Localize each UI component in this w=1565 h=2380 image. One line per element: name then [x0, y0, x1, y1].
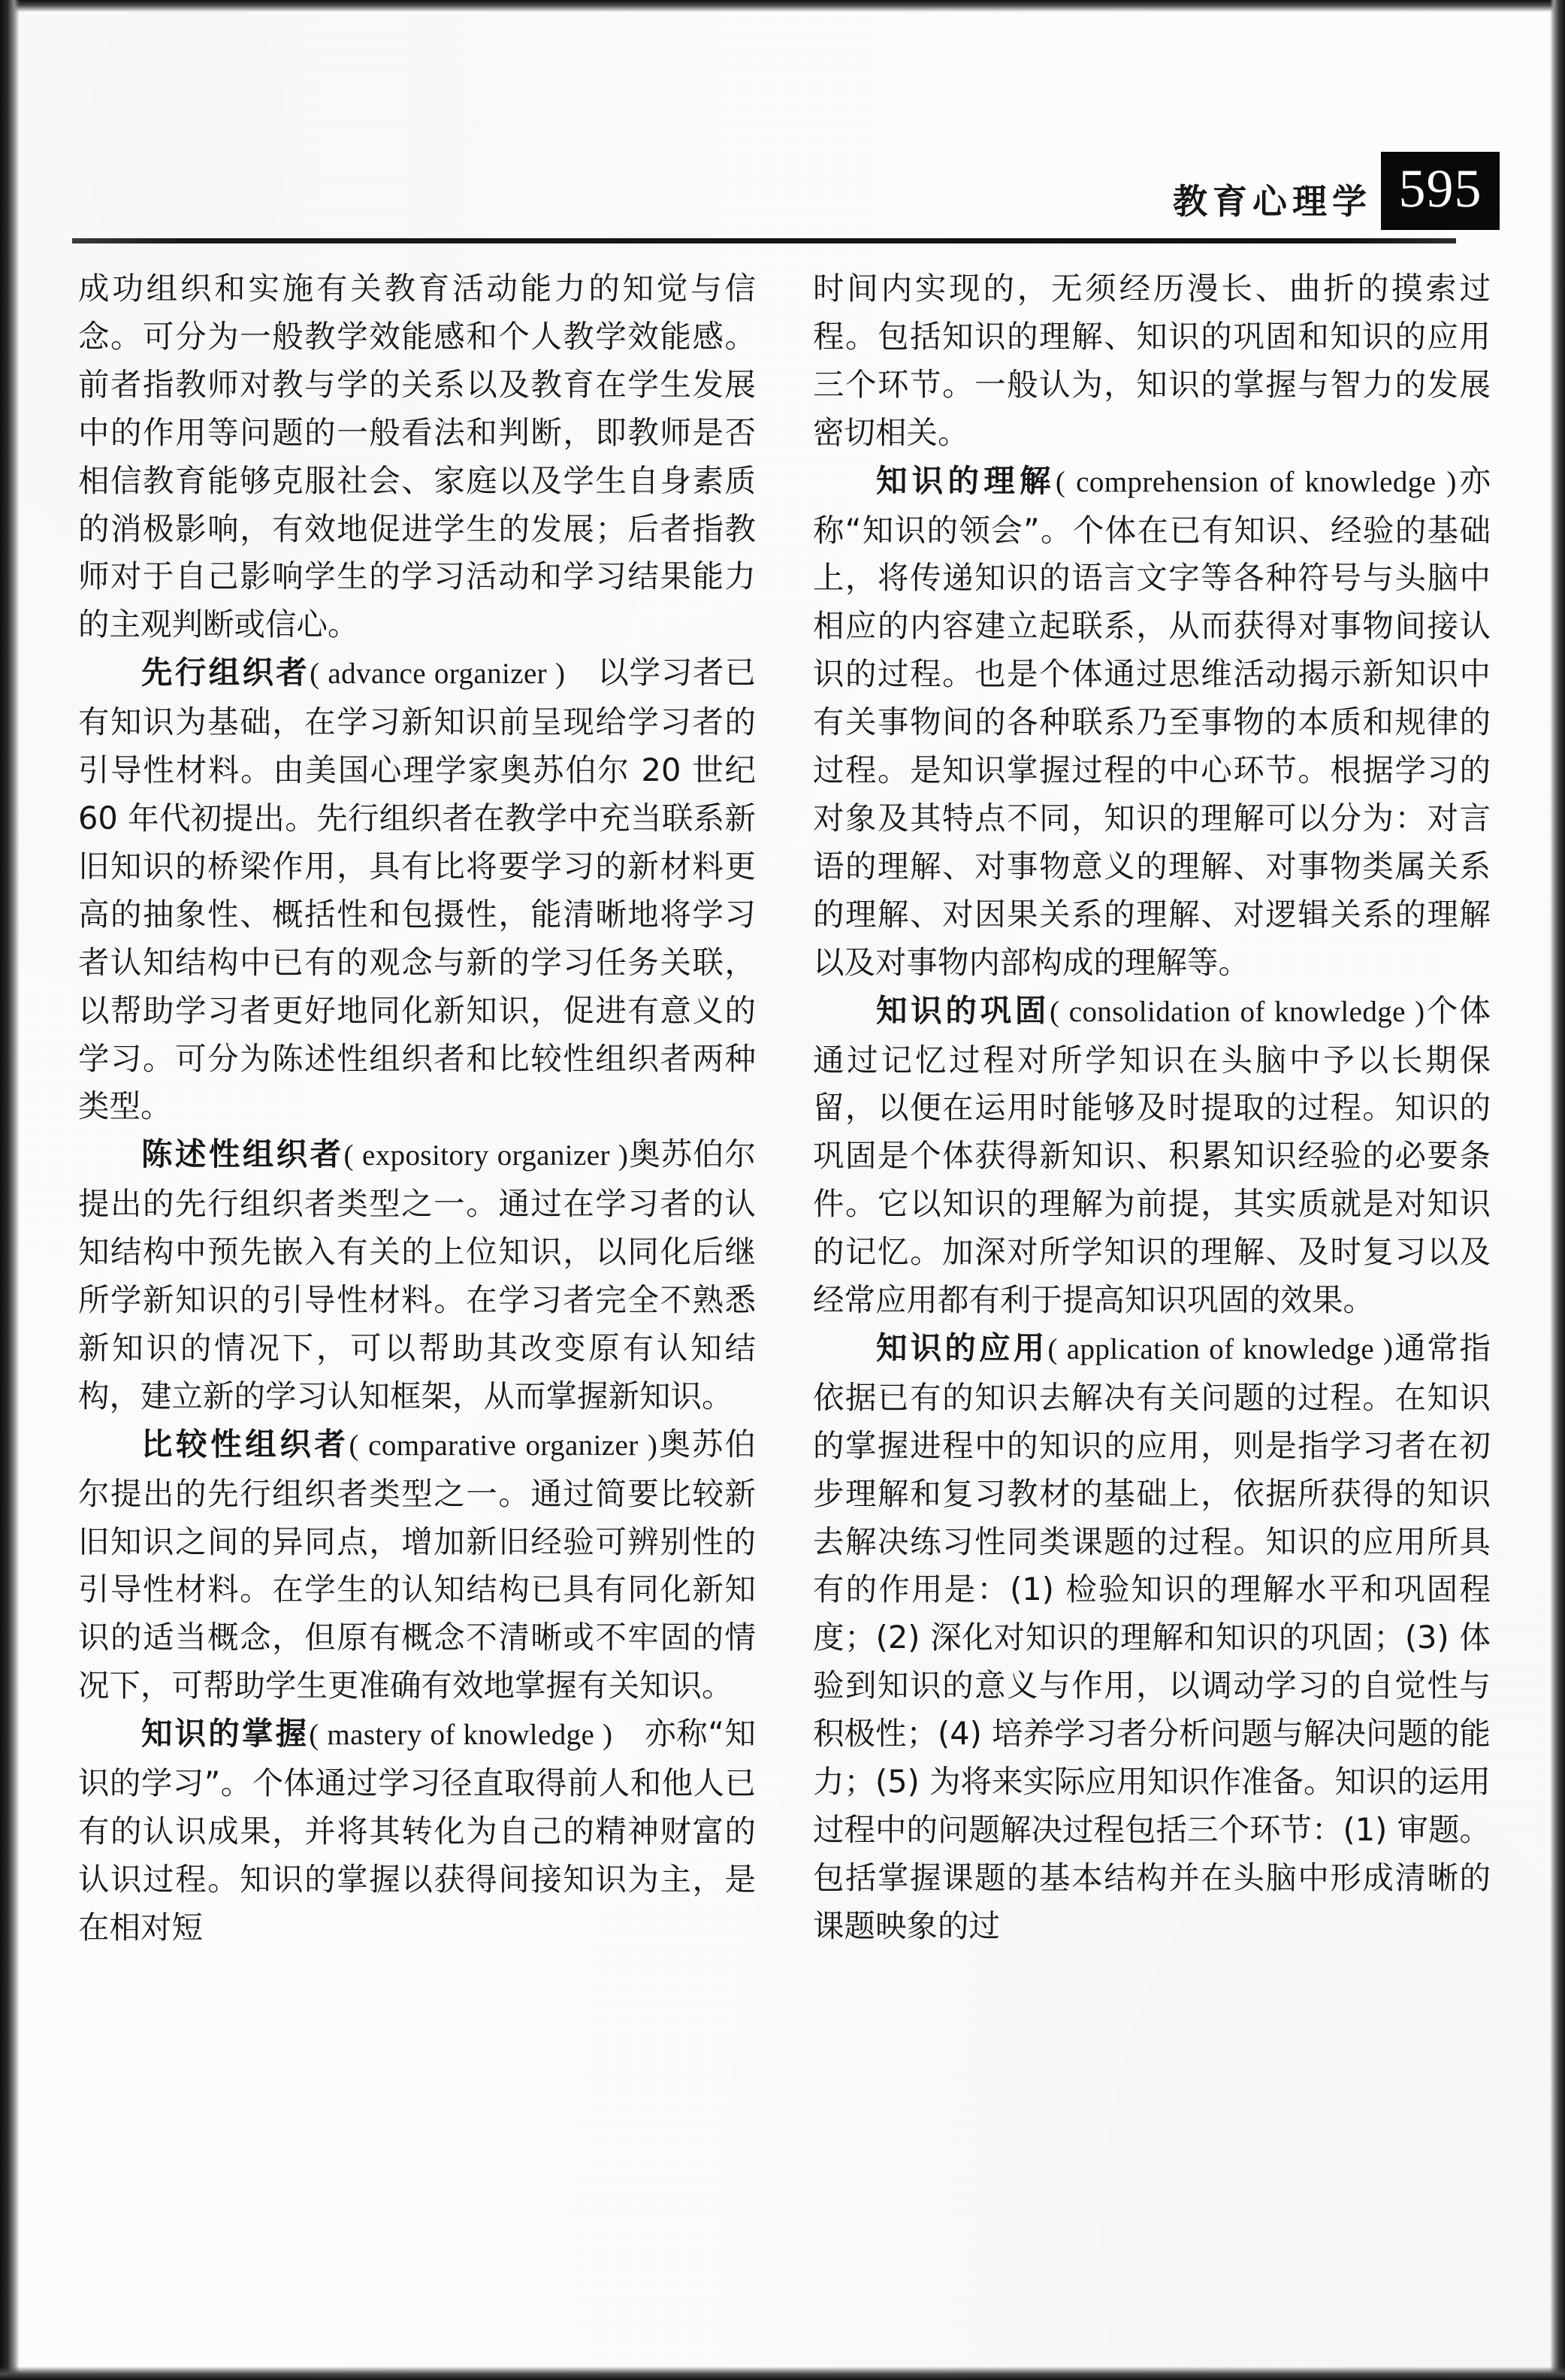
entry-definition: 通常指依据已有的知识去解决有关问题的过程。在知识的掌握进程中的知识的应用，则是指学习者在初步理解和复习教材的基础上，依据所获得的知识去解决练习性同类课题的过程。知识的应用所具有的作用是：(1) 检验知识的理解水平和巩固程度；(2) 深化对知识的理解和知识的巩固；(3) 体验到知识的意义与作用，以调动学习的自觉性与积极性；(4) 培养学习者分析问题与解决问题的能力；(5) 为将来实际应用知识作准备。知识的运用过程中的问题解决过程包括三个环节：(1) 审题。包括掌握课题的基本结构并在头脑中形成清晰的课题映象的过: [813, 1329, 1491, 1944]
scan-edge-top: [0, 0, 1565, 12]
page-header: [72, 147, 1500, 243]
entry-english-term: ( expository organizer ): [343, 1139, 629, 1172]
paragraph-continuation: [813, 265, 1491, 457]
page-number: 595: [1398, 159, 1482, 219]
entry-definition: 亦称“知识的领会”。个体在已有知识、经验的基础上，将传递知识的语言文字等各种符号与头脑中相应的内容建立起联系，从而获得对事物间接认识的过程。也是个体通过思维活动揭示新知识中有关事物间的各种联系乃至事物的本质和规律的过程。是知识掌握过程的中心环节。根据学习的对象及其特点不同，知识的理解可以分为：对言语的理解、对事物意义的理解、对事物类属关系的理解、对因果关系的理解、对逻辑关系的理解以及对事物内部构成的理解等。: [813, 461, 1491, 981]
running-head: 教育心理学: [1173, 181, 1372, 222]
entry-english-term: ( consolidation of knowledge ): [1050, 995, 1425, 1028]
entry-english-term: ( application of knowledge ): [1047, 1332, 1394, 1365]
entry-definition: 以学习者已有知识为基础，在学习新知识前呈现给学习者的引导性材料。由美国心理学家奥苏伯尔 20 世纪 60 年代初提出。先行组织者在教学中充当联系新旧知识的桥梁作用，具有比将要学习的新材料更高的抽象性、概括性和包摄性，能清晰地将学习者认知结构中已有的观念与新的学习任务关联，以帮助学习者更好地同化新知识，促进有意义的学习。可分为陈述性组织者和比较性组织者两种类型。: [78, 654, 756, 1125]
scan-edge-bottom: [0, 2366, 1565, 2380]
dictionary-entry: [78, 1420, 756, 1710]
entry-term: 知识的应用: [876, 1329, 1048, 1366]
entry-english-term: ( comprehension of knowledge ): [1055, 465, 1457, 498]
dictionary-entry: [78, 1130, 756, 1420]
entry-term: 知识的理解: [876, 461, 1056, 499]
entry-definition: 个体通过记忆过程对所学知识在头脑中予以长期保留，以便在运用时能够及时提取的过程。知识的巩固是个体获得新知识、积累知识经验的必要条件。它以知识的理解为前提，其实质就是对知识的记忆。加深对所学知识的理解、及时复习以及经常应用都有利于提高知识巩固的效果。: [813, 991, 1491, 1319]
dictionary-entry: [813, 987, 1491, 1324]
entry-term: 比较性组织者: [141, 1425, 349, 1462]
entry-definition: 奥苏伯尔提出的先行组织者类型之一。通过在学习者的认知结构中预先嵌入有关的上位知识，以同化后继所学新知识的引导性材料。在学习者完全不熟悉新知识的情况下，可以帮助其改变原有认知结构，建立新的学习认知框架，从而掌握新知识。: [78, 1136, 756, 1414]
paragraph-text: 时间内实现的，无须经历漫长、曲折的摸索过程。包括知识的理解、知识的巩固和知识的应用三个环节。一般认为，知识的掌握与智力的发展密切相关。: [813, 270, 1491, 451]
entry-definition: 奥苏伯尔提出的先行组织者类型之一。通过简要比较新旧知识之间的异同点，增加新旧经验可辨别性的引导性材料。在学生的认知结构已具有同化新知识的适当概念，但原有概念不清晰或不牢固的情况下，可帮助学生更准确有效地掌握有关知识。: [78, 1425, 756, 1704]
page-number-badge: [1381, 152, 1500, 230]
entry-term: 知识的巩固: [876, 991, 1050, 1029]
entry-term: 知识的掌握: [141, 1715, 310, 1752]
paragraph-continuation: [78, 265, 756, 649]
header-rule: [72, 238, 1456, 243]
entry-term: 先行组织者: [141, 654, 310, 691]
two-column-body: [78, 265, 1491, 1952]
dictionary-entry: [78, 1710, 756, 1952]
left-column: [78, 265, 756, 1952]
paragraph-text: 成功组织和实施有关教育活动能力的知觉与信念。可分为一般教学效能感和个人教学效能感。前者指教师对教与学的关系以及教育在学生发展中的作用等问题的一般看法和判断，即教师是否相信教育能够克服社会、家庭以及学生自身素质的消极影响，有效地促进学生的发展；后者指教师对于自己影响学生的学习活动和学习结果能力的主观判断或信心。: [78, 270, 756, 643]
entry-english-term: ( comparative organizer ): [349, 1429, 658, 1462]
entry-definition: 亦称“知识的学习”。个体通过学习径直取得前人和他人已有的认识成果，并将其转化为自己的精神财富的认识过程。知识的掌握以获得间接知识为主，是在相对短: [78, 1715, 756, 1946]
dictionary-entry: [78, 649, 756, 1130]
entry-english-term: ( advance organizer ): [310, 658, 566, 691]
dictionary-entry: [813, 1324, 1491, 1950]
entry-english-term: ( mastery of knowledge ): [309, 1719, 613, 1752]
right-column: [813, 265, 1491, 1952]
scan-edge-right: [1550, 0, 1565, 2380]
entry-term: 陈述性组织者: [141, 1136, 344, 1173]
scan-edge-left: [0, 0, 20, 2380]
dictionary-entry: [813, 457, 1491, 987]
